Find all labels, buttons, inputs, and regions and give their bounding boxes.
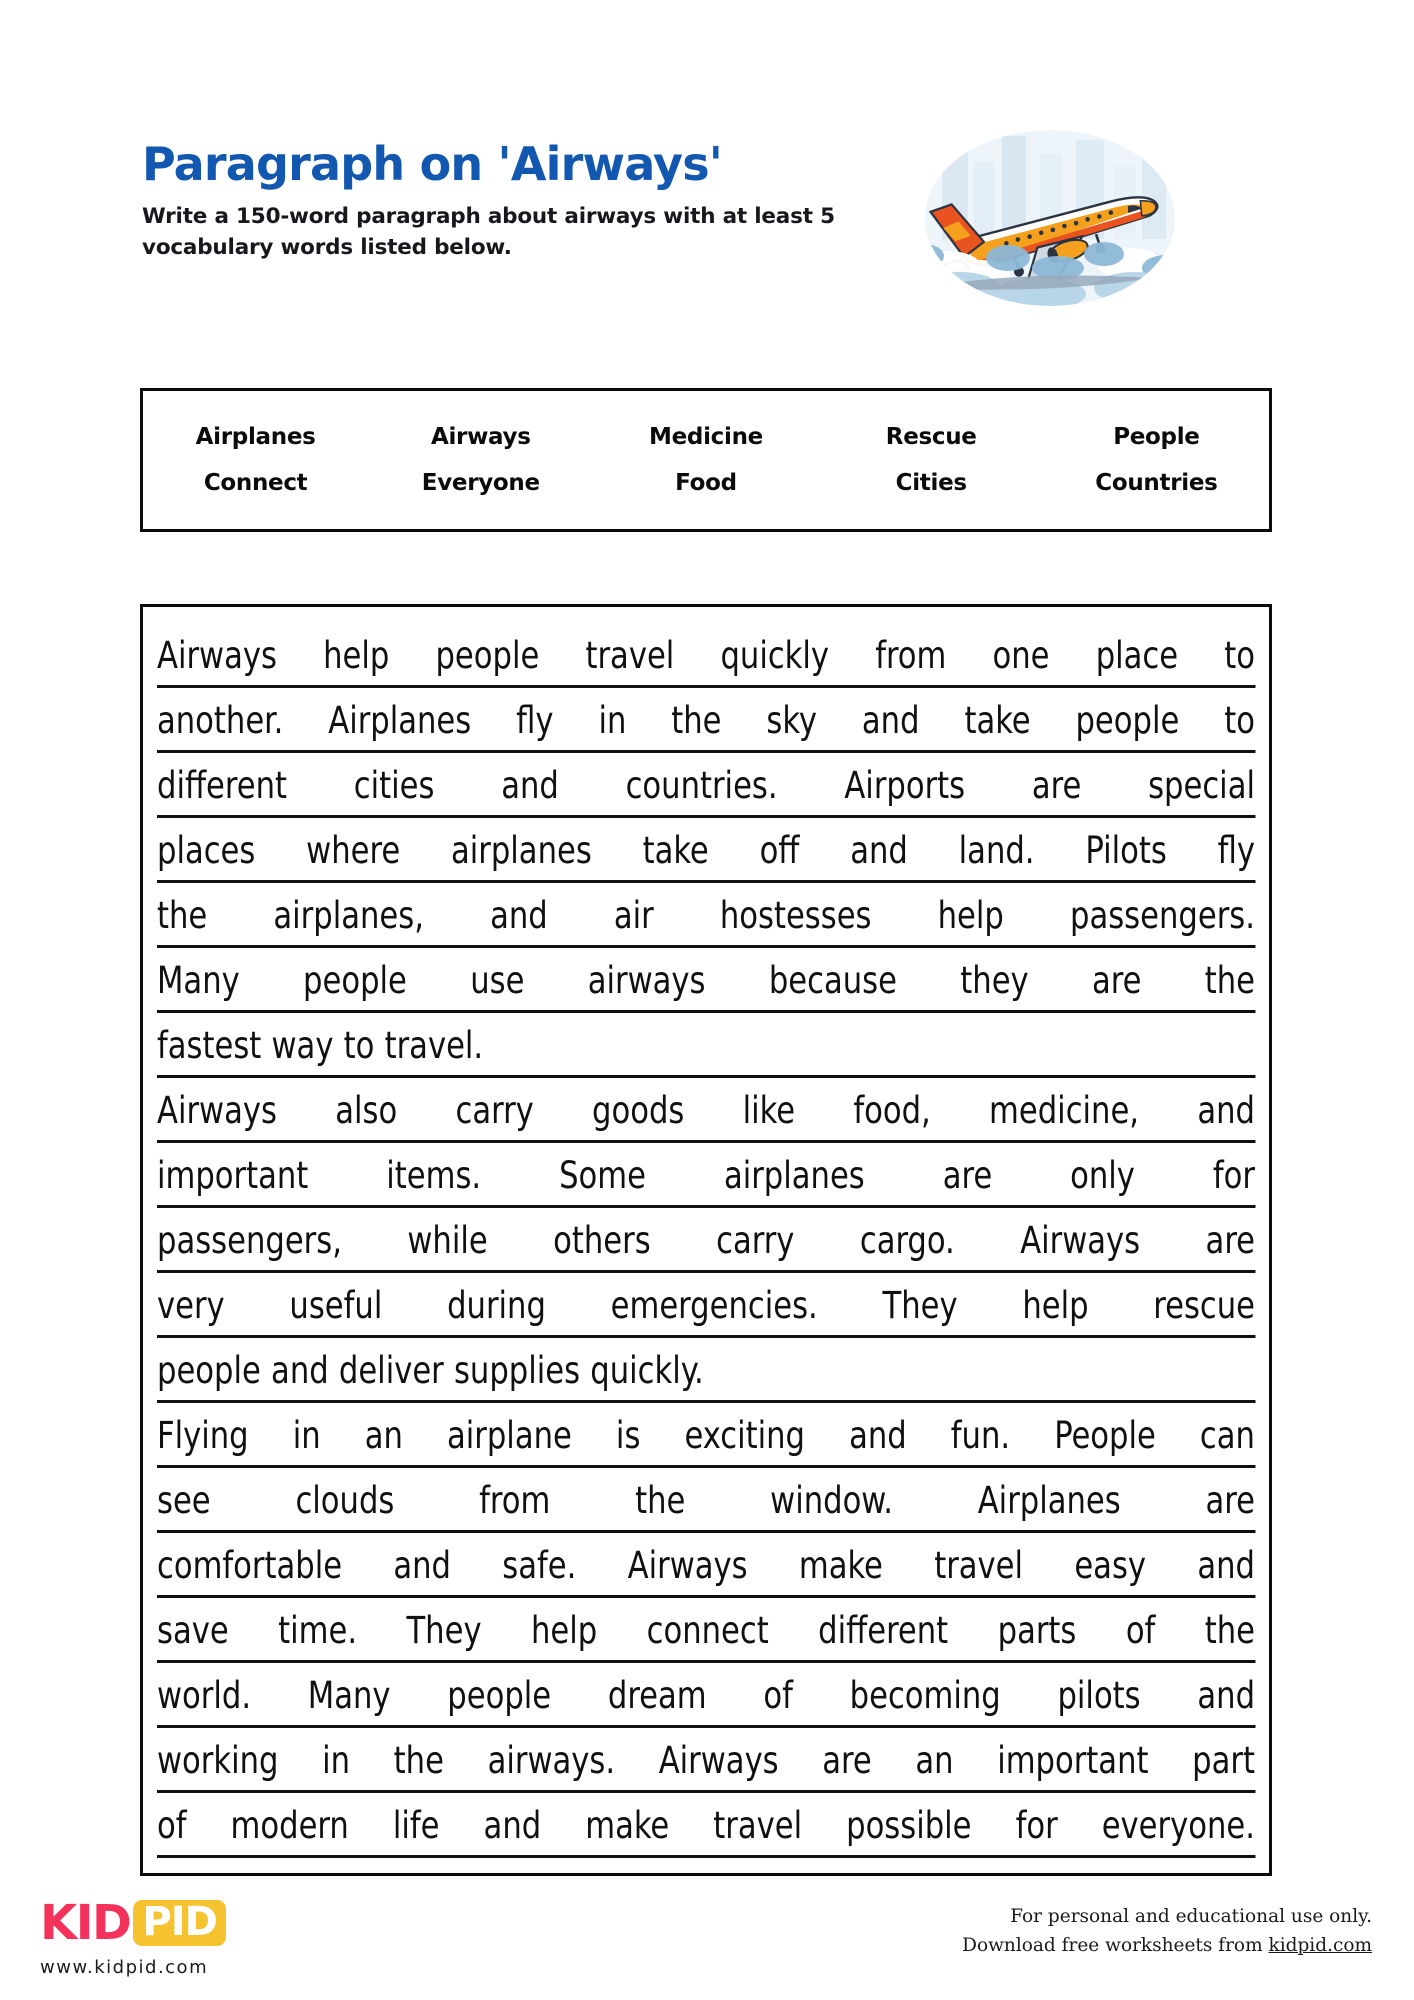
paragraph-word: fun. bbox=[950, 1414, 1011, 1457]
paragraph-word: place bbox=[1095, 634, 1179, 677]
paragraph-word: fastest bbox=[157, 1024, 262, 1067]
paragraph-line bbox=[157, 883, 1255, 948]
paragraph-word: travel bbox=[713, 1804, 803, 1847]
paragraph-word: are bbox=[942, 1154, 993, 1197]
logo-website-url[interactable]: www.kidpid.com bbox=[40, 1957, 209, 1978]
paragraph-word: to bbox=[1224, 634, 1255, 677]
paragraph-line bbox=[157, 1013, 1255, 1078]
paragraph-word: sky bbox=[766, 699, 818, 742]
paragraph-word: of bbox=[157, 1804, 187, 1847]
paragraph-word: airways. bbox=[487, 1739, 616, 1782]
paragraph-line bbox=[157, 1598, 1255, 1663]
paragraph-word: emergencies. bbox=[610, 1284, 818, 1327]
paragraph-word: are bbox=[1091, 959, 1142, 1002]
paragraph-word: becoming bbox=[849, 1674, 1001, 1717]
paragraph-word: airplanes bbox=[723, 1154, 865, 1197]
paragraph-word: land. bbox=[958, 829, 1035, 872]
paragraph-line bbox=[157, 1793, 1255, 1858]
paragraph-word: travel. bbox=[384, 1024, 484, 1067]
paragraph-word: and bbox=[271, 1349, 329, 1392]
paragraph-word: airplane bbox=[447, 1414, 572, 1457]
paragraph-word: help bbox=[1022, 1284, 1089, 1327]
paragraph-word: airways bbox=[587, 959, 706, 1002]
paragraph-word: are bbox=[1205, 1219, 1256, 1262]
paragraph-word: fly bbox=[516, 699, 554, 742]
paragraph-word: airplanes bbox=[450, 829, 592, 872]
paragraph-word: They bbox=[406, 1609, 482, 1652]
paragraph-word: and bbox=[1197, 1089, 1255, 1132]
paragraph-line bbox=[157, 1143, 1255, 1208]
paragraph-word: where bbox=[306, 829, 401, 872]
paragraph-word: take bbox=[642, 829, 709, 872]
paragraph-word: the bbox=[1204, 1609, 1256, 1652]
paragraph-word: people bbox=[157, 1349, 261, 1392]
paragraph-word: help bbox=[323, 634, 390, 677]
paragraph-line bbox=[157, 818, 1255, 883]
paragraph-word: modern bbox=[230, 1804, 349, 1847]
paragraph-word: airplanes, bbox=[273, 894, 424, 937]
paragraph-word: possible bbox=[846, 1804, 972, 1847]
paragraph-word: also bbox=[335, 1089, 398, 1132]
paragraph-word: during bbox=[447, 1284, 546, 1327]
vocabulary-word: Everyone bbox=[421, 470, 540, 496]
paragraph-word: and bbox=[501, 764, 559, 807]
paragraph-word: time. bbox=[278, 1609, 358, 1652]
paragraph-word: are bbox=[1031, 764, 1082, 807]
vocabulary-word: Food bbox=[675, 470, 737, 496]
logo-pid-text: PID bbox=[142, 1899, 217, 1945]
vocabulary-word: People bbox=[1113, 424, 1200, 450]
paragraph-word: dream bbox=[607, 1674, 707, 1717]
paragraph-word: exciting bbox=[684, 1414, 805, 1457]
paragraph-word: the bbox=[1204, 959, 1256, 1002]
paragraph-word: and bbox=[850, 829, 908, 872]
paragraph-word: Airplanes bbox=[328, 699, 472, 742]
paragraph-word: they bbox=[960, 959, 1029, 1002]
footer-usage-note bbox=[902, 1903, 1372, 1960]
paragraph-word: cities bbox=[353, 764, 435, 807]
paragraph-word: from bbox=[875, 634, 947, 677]
paragraph-word: useful bbox=[289, 1284, 383, 1327]
paragraph-word: make bbox=[798, 1544, 883, 1587]
paragraph-word: supplies bbox=[453, 1349, 581, 1392]
paragraph-word: items. bbox=[386, 1154, 482, 1197]
logo-pid-badge bbox=[133, 1900, 225, 1946]
worksheet-header bbox=[142, 137, 882, 263]
paragraph-word: for bbox=[1212, 1154, 1255, 1197]
paragraph-word: special bbox=[1148, 764, 1255, 807]
paragraph-word: safe. bbox=[502, 1544, 577, 1587]
paragraph-word: and bbox=[483, 1804, 542, 1847]
paragraph-line bbox=[157, 1403, 1255, 1468]
paragraph-word: very bbox=[157, 1284, 225, 1327]
paragraph-word: and bbox=[849, 1414, 907, 1457]
paragraph-word: in bbox=[598, 699, 627, 742]
paragraph-answer-area[interactable] bbox=[140, 604, 1272, 1876]
paragraph-word: hostesses bbox=[719, 894, 872, 937]
paragraph-word: of bbox=[763, 1674, 793, 1717]
paragraph-word: way bbox=[271, 1024, 334, 1067]
paragraph-word: quickly. bbox=[590, 1349, 704, 1392]
paragraph-word: countries. bbox=[625, 764, 778, 807]
logo-kid-text: KID bbox=[40, 1895, 131, 1951]
vocabulary-row bbox=[143, 424, 1269, 450]
paragraph-line bbox=[157, 688, 1255, 753]
paragraph-word: air bbox=[613, 894, 654, 937]
paragraph-word: Airways bbox=[658, 1739, 779, 1782]
footer-note-line-1: For personal and educational use only. bbox=[1010, 1906, 1372, 1927]
paragraph-word: deliver bbox=[338, 1349, 444, 1392]
paragraph-line bbox=[157, 753, 1255, 818]
paragraph-word: people bbox=[303, 959, 407, 1002]
paragraph-line bbox=[157, 1533, 1255, 1598]
paragraph-word: of bbox=[1125, 1609, 1156, 1652]
paragraph-line bbox=[157, 1663, 1255, 1728]
paragraph-word: fly bbox=[1217, 829, 1256, 872]
paragraph-word: carry bbox=[716, 1219, 795, 1262]
paragraph-word: and bbox=[490, 894, 548, 937]
paragraph-word: people bbox=[1075, 699, 1180, 742]
vocabulary-word: Connect bbox=[203, 470, 308, 496]
paragraph-word: Some bbox=[559, 1154, 646, 1197]
paragraph-word: window. bbox=[770, 1479, 893, 1522]
paragraph-word: travel bbox=[934, 1544, 1024, 1587]
paragraph-word: while bbox=[407, 1219, 488, 1262]
paragraph-word: and bbox=[1197, 1544, 1255, 1587]
paragraph-word: carry bbox=[455, 1089, 534, 1132]
paragraph-word: in bbox=[322, 1739, 351, 1782]
paragraph-word: take bbox=[964, 699, 1031, 742]
paragraph-line bbox=[157, 948, 1255, 1013]
paragraph-word: medicine, bbox=[989, 1089, 1140, 1132]
page-title: Paragraph on 'Airways' bbox=[142, 137, 723, 191]
paragraph-word: Airplanes bbox=[977, 1479, 1121, 1522]
paragraph-word: an bbox=[915, 1739, 954, 1782]
paragraph-word: passengers, bbox=[157, 1219, 342, 1262]
vocabulary-word: Medicine bbox=[649, 424, 763, 450]
vocabulary-word: Airplanes bbox=[195, 424, 316, 450]
footer-note-line-2 bbox=[902, 1932, 1372, 1961]
paragraph-word: the bbox=[157, 894, 208, 937]
kidpid-logo[interactable] bbox=[40, 1895, 300, 1978]
paragraph-word: important bbox=[997, 1739, 1149, 1782]
paragraph-word: are bbox=[822, 1739, 872, 1782]
paragraph-word: to bbox=[1224, 699, 1255, 742]
paragraph-word: Flying bbox=[157, 1414, 249, 1457]
paragraph-line bbox=[157, 1728, 1255, 1793]
paragraph-word: to bbox=[343, 1024, 375, 1067]
paragraph-word: Pilots bbox=[1085, 829, 1167, 872]
paragraph-word: and bbox=[393, 1544, 451, 1587]
paragraph-word: from bbox=[479, 1479, 551, 1522]
paragraph-word: people bbox=[447, 1674, 552, 1717]
paragraph-word: are bbox=[1205, 1479, 1255, 1522]
paragraph-word: Airways bbox=[1020, 1219, 1141, 1262]
paragraph-word: clouds bbox=[295, 1479, 395, 1522]
paragraph-word: see bbox=[157, 1479, 211, 1522]
paragraph-word: people bbox=[435, 634, 540, 677]
paragraph-line bbox=[157, 1273, 1255, 1338]
paragraph-word: is bbox=[615, 1414, 641, 1457]
paragraph-word: Airways bbox=[157, 1089, 277, 1132]
paragraph-word: off bbox=[759, 829, 800, 872]
paragraph-word: parts bbox=[997, 1609, 1077, 1652]
paragraph-word: an bbox=[364, 1414, 403, 1457]
vocabulary-word: Rescue bbox=[885, 424, 977, 450]
paragraph-word: rescue bbox=[1153, 1284, 1256, 1327]
paragraph-word: comfortable bbox=[157, 1544, 343, 1587]
paragraph-line bbox=[157, 623, 1255, 688]
vocabulary-word: Airways bbox=[430, 424, 531, 450]
paragraph-line bbox=[157, 1208, 1255, 1273]
paragraph-word: food, bbox=[853, 1089, 931, 1132]
paragraph-word: another. bbox=[157, 699, 284, 742]
paragraph-word: They bbox=[882, 1284, 958, 1327]
airplane-illustration bbox=[890, 118, 1210, 328]
paragraph-word: like bbox=[742, 1089, 796, 1132]
paragraph-word: the bbox=[635, 1479, 686, 1522]
paragraph-word: in bbox=[292, 1414, 321, 1457]
paragraph-word: quickly bbox=[720, 634, 830, 677]
paragraph-word: the bbox=[671, 699, 722, 742]
paragraph-word: save bbox=[157, 1609, 229, 1652]
paragraph-word: help bbox=[937, 894, 1004, 937]
paragraph-word: only bbox=[1070, 1154, 1135, 1197]
paragraph-word: life bbox=[392, 1804, 440, 1847]
paragraph-word: can bbox=[1199, 1414, 1255, 1457]
paragraph-word: cargo. bbox=[859, 1219, 955, 1262]
paragraph-word: Airports bbox=[844, 764, 966, 807]
paragraph-line bbox=[157, 1078, 1255, 1143]
paragraph-line bbox=[157, 1338, 1255, 1403]
paragraph-word: the bbox=[393, 1739, 444, 1782]
paragraph-word: make bbox=[585, 1804, 670, 1847]
paragraph-word: travel bbox=[585, 634, 675, 677]
paragraph-word: pilots bbox=[1057, 1674, 1141, 1717]
paragraph-word: one bbox=[992, 634, 1050, 677]
page-instructions: Write a 150-word paragraph about airways with at least 5 vocabulary words listed below. bbox=[142, 204, 835, 260]
paragraph-word: because bbox=[768, 959, 897, 1002]
vocabulary-word: Cities bbox=[895, 470, 967, 496]
paragraph-word: important bbox=[157, 1154, 309, 1197]
paragraph-word: Airways bbox=[157, 634, 277, 677]
paragraph-word: goods bbox=[592, 1089, 685, 1132]
paragraph-word: part bbox=[1192, 1739, 1255, 1782]
vocabulary-row bbox=[143, 470, 1269, 496]
logo-mark bbox=[40, 1895, 300, 1951]
paragraph-word: easy bbox=[1074, 1544, 1147, 1587]
paragraph-word: connect bbox=[646, 1609, 769, 1652]
paragraph-word: passengers. bbox=[1070, 894, 1255, 937]
paragraph-word: use bbox=[470, 959, 525, 1002]
paragraph-word: world. bbox=[157, 1674, 252, 1717]
paragraph-word: Airways bbox=[627, 1544, 748, 1587]
paragraph-word: different bbox=[818, 1609, 949, 1652]
vocabulary-word: Countries bbox=[1095, 470, 1218, 496]
paragraph-word: People bbox=[1054, 1414, 1156, 1457]
vocabulary-word-bank bbox=[140, 388, 1272, 532]
paragraph-word: help bbox=[530, 1609, 598, 1652]
paragraph-word: working bbox=[157, 1739, 279, 1782]
paragraph-word: places bbox=[157, 829, 256, 872]
paragraph-word: for bbox=[1015, 1804, 1058, 1847]
paragraph-word: and bbox=[861, 699, 920, 742]
paragraph-word: others bbox=[553, 1219, 651, 1262]
paragraph-word: Many bbox=[307, 1674, 391, 1717]
footer-note-prefix: Download free worksheets from bbox=[962, 1934, 1269, 1956]
paragraph-word: and bbox=[1197, 1674, 1256, 1717]
kidpid-link[interactable]: kidpid.com bbox=[1268, 1934, 1372, 1956]
paragraph-word: Many bbox=[157, 959, 240, 1002]
paragraph-word: different bbox=[157, 764, 288, 807]
paragraph-word: everyone. bbox=[1101, 1804, 1255, 1847]
paragraph-line bbox=[157, 1468, 1255, 1533]
